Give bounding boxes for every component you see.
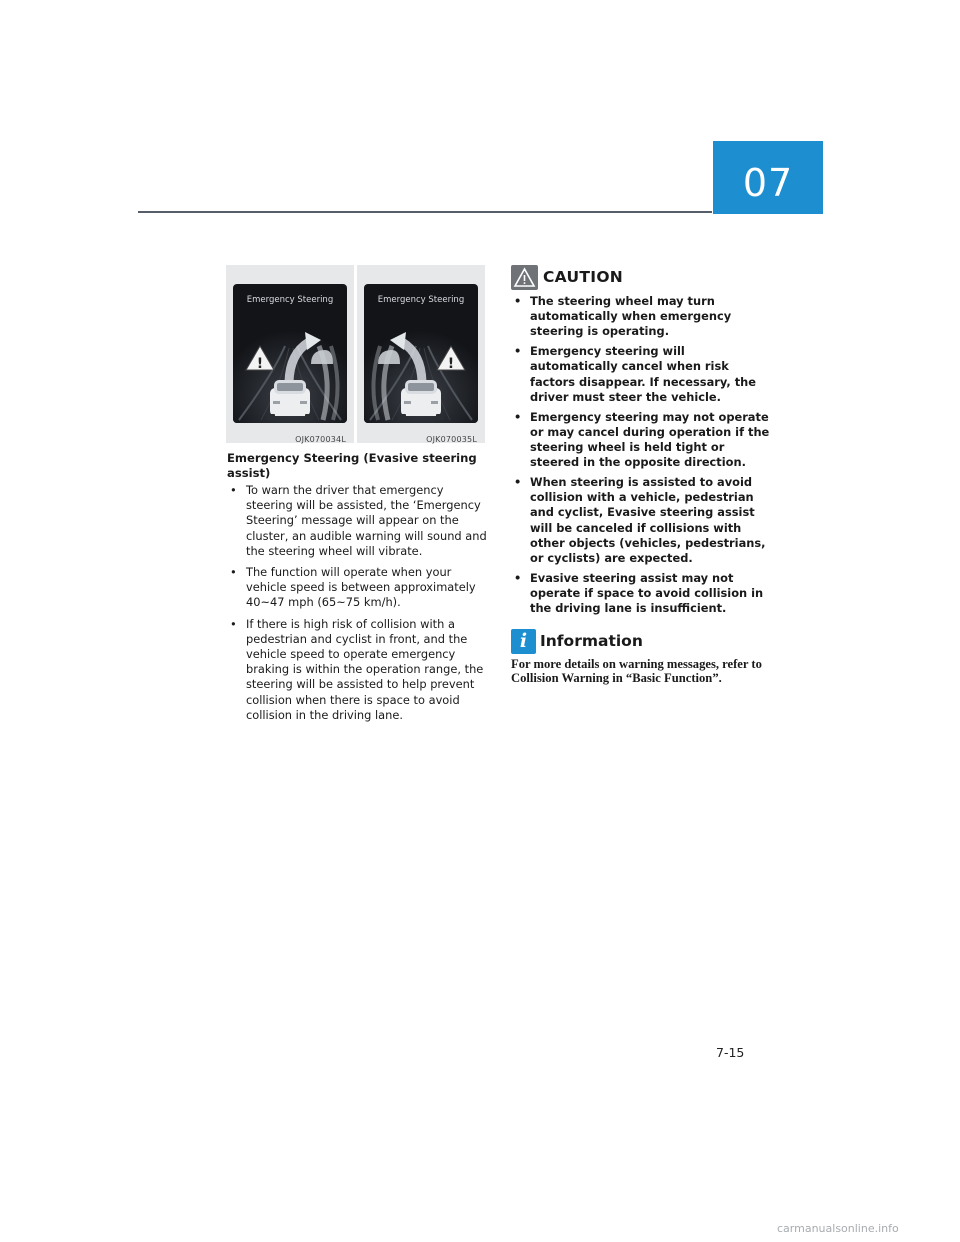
caution-title: CAUTION <box>543 268 624 286</box>
list-item: • The steering wheel may turn automatically when emergency steering is operating. <box>511 294 773 340</box>
list-item: • To warn the driver that emergency steering will be assisted, the ‘Emergency Steering’ message will appear on the cluster, an audible warning will sound and the steering wheel will vibrate. <box>227 483 489 559</box>
figure-code: OJK070034L <box>295 435 346 444</box>
screen-title: Emergency Steering <box>246 295 334 305</box>
figure-emergency-steering-right <box>226 265 354 443</box>
cluster-screen <box>233 284 347 423</box>
info-icon: i <box>511 629 536 654</box>
left-bullet-list <box>227 483 489 729</box>
caution-bullet-list <box>511 294 773 621</box>
information-text: For more details on warning messages, refer to Collision Warning in “Basic Function”. <box>511 657 762 686</box>
warning-triangle-icon <box>511 265 538 290</box>
watermark: carmanualsonline.info <box>777 1222 899 1235</box>
list-item: • Emergency steering will automatically cancel when risk factors disappear. If necessary, the driver must steer the vehicle. <box>511 344 773 405</box>
list-item: • Emergency steering may not operate or may cancel during operation if the steering wheel is held tight or steered in the opposite direction. <box>511 410 773 471</box>
list-item: • When steering is assisted to avoid collision with a vehicle, pedestrian and cyclist, Evasive steering assist will be canceled if collisions with other objects (vehicles, pedestrians, or cyclists) are expected. <box>511 475 773 566</box>
section-title: Emergency Steering (Evasive steering assist) <box>227 451 477 480</box>
information-title: Information <box>540 632 643 650</box>
list-item: • The function will operate when your vehicle speed is between approximately 40~47 mph (65~75 km/h). <box>227 565 489 611</box>
list-item: • If there is high risk of collision with a pedestrian and cyclist in front, and the vehicle speed to operate emergency braking is within the operation range, the steering will be assisted to help prevent collision when there is space to avoid collision in the driving lane. <box>227 617 489 723</box>
chapter-tab: 07 <box>713 141 823 214</box>
svg-text:!: ! <box>447 356 455 372</box>
header-rule <box>138 211 712 213</box>
figure-emergency-steering-left <box>357 265 485 443</box>
list-item: • Evasive steering assist may not operate if space to avoid collision in the driving lane is insufficient. <box>511 571 773 617</box>
steering-illustration <box>364 284 478 423</box>
screen-title: Emergency Steering <box>377 295 465 305</box>
svg-text:!: ! <box>256 356 264 372</box>
page-number: 7-15 <box>716 1045 745 1060</box>
steering-illustration <box>233 284 347 423</box>
figure-code: OJK070035L <box>426 435 477 444</box>
cluster-screen <box>364 284 478 423</box>
